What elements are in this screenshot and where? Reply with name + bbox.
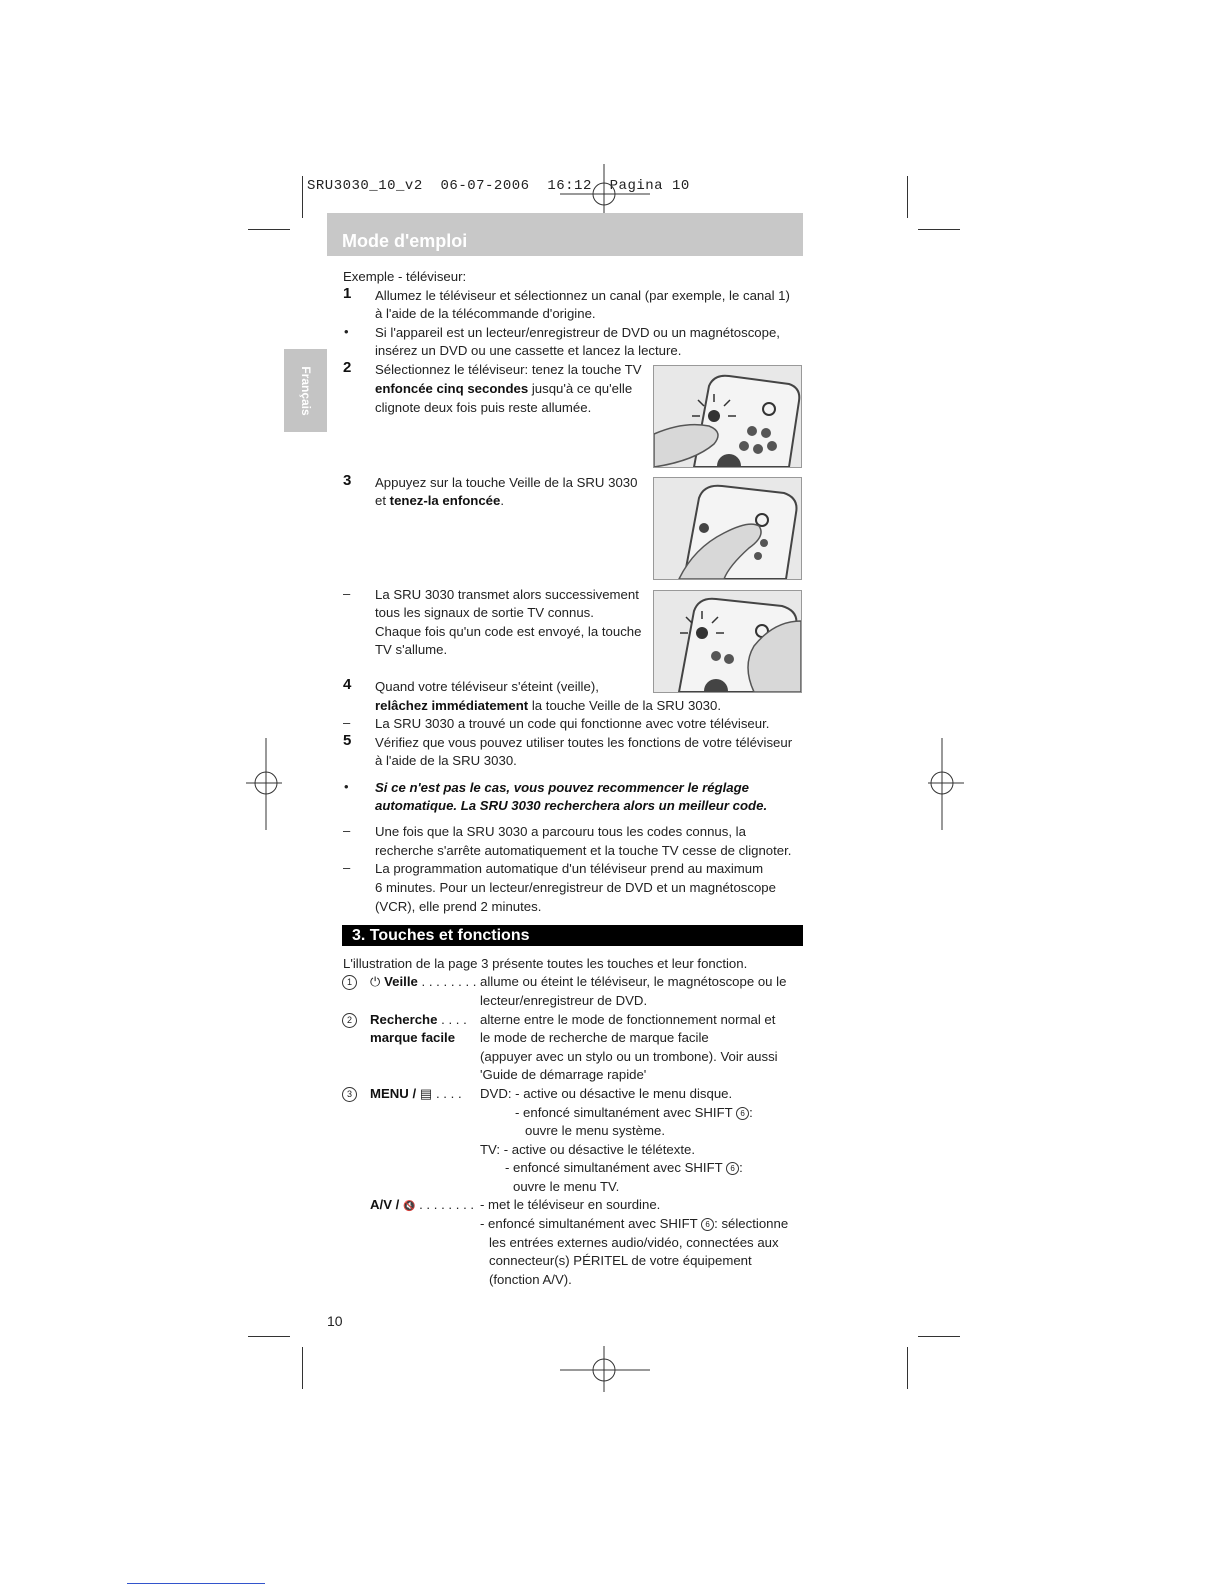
bullet-1-line-1: Si l'appareil est un lecteur/enregistreur de DVD ou un magnétoscope, [375, 325, 780, 340]
key-1-desc-1: allume ou éteint le téléviseur, le magnétoscope ou le [480, 974, 787, 989]
bottom-link-underline [127, 1583, 265, 1584]
remote-photo-tv-blinking [653, 590, 802, 693]
remote-photo-standby-button [653, 477, 802, 580]
remote-illustration [654, 591, 801, 692]
dash-3-line-1: Une fois que la SRU 3030 a parcouru tous les codes connus, la [375, 824, 746, 839]
key-2-desc-3: (appuyer avec un stylo ou un trombone). Voir aussi [480, 1049, 778, 1064]
step-4-line-2 [375, 697, 721, 716]
key-2-name [370, 1011, 467, 1030]
step-2-line-3: clignote deux fois puis reste allumée. [375, 400, 592, 415]
key-label: Recherche [370, 1012, 438, 1027]
remote-illustration [654, 366, 801, 467]
section-title-bar [342, 925, 803, 946]
dash-2-line-1: La SRU 3030 a trouvé un code qui fonctionne avec votre téléviseur. [375, 716, 770, 731]
key-1-name [370, 973, 476, 992]
key-3-desc-4: TV: - active ou désactive le télétexte. [480, 1142, 696, 1157]
leader-dots: . . . . . . . . [415, 1197, 475, 1212]
bullet-1-line-2: insérez un DVD ou une cassette et lancez la lecture. [375, 343, 682, 358]
dash-4-line-1: La programmation automatique d'un téléviseur prend au maximum [375, 861, 764, 876]
registration-mark-left [246, 738, 282, 830]
remote-illustration [654, 478, 801, 579]
key-4-desc-5: (fonction A/V). [489, 1272, 572, 1287]
dash-1-line-1: La SRU 3030 transmet alors successivement [375, 587, 639, 602]
text: : [739, 1160, 743, 1175]
text: - enfoncé simultanément avec SHIFT [480, 1216, 698, 1231]
dash-3-line-2: recherche s'arrête automatiquement et la touche TV cesse de clignoter. [375, 843, 792, 858]
step-number: 3 [343, 472, 352, 489]
text: la touche Veille de la SRU 3030. [528, 698, 721, 713]
key-4-desc-4: connecteur(s) PÉRITEL de votre équipement [489, 1253, 752, 1268]
callout-number: 6 [726, 1162, 739, 1175]
step-3-line-1: Appuyez sur la touche Veille de la SRU 3030 [375, 475, 638, 490]
dash-1-line-2: tous les signaux de sortie TV connus. [375, 605, 594, 620]
key-2-desc-1: alterne entre le mode de fonctionnement normal et [480, 1012, 776, 1027]
registration-mark-right [924, 738, 964, 830]
callout-number: 1 [342, 975, 357, 990]
step-2-line-2 [375, 380, 632, 399]
key-2-name-2: marque facile [370, 1030, 456, 1045]
step-number: 2 [343, 359, 352, 376]
key-3-desc-6: ouvre le menu TV. [513, 1179, 620, 1194]
callout-number: 6 [736, 1107, 749, 1120]
key-3-desc-3: ouvre le menu système. [525, 1123, 665, 1138]
section-title: 3. Touches et fonctions [352, 927, 530, 944]
emphasis: tenez-la enfoncée [389, 493, 501, 508]
text: . [500, 493, 505, 508]
dash: – [343, 715, 351, 730]
emphasis: relâchez immédiatement [375, 698, 529, 713]
emphasis: enfoncée cinq secondes [375, 381, 529, 396]
text: - enfoncé simultanément avec SHIFT [515, 1105, 733, 1120]
header-title: Mode d'emploi [342, 231, 468, 251]
text: : [749, 1105, 753, 1120]
intro-text: Exemple - téléviseur: [343, 269, 467, 284]
language-tab [284, 349, 327, 432]
key-4-desc-3: les entrées externes audio/vidéo, connectées aux [489, 1235, 779, 1250]
dash: – [343, 823, 351, 838]
step-number: 5 [343, 732, 352, 749]
key-2-desc-2: le mode de recherche de marque facile [480, 1030, 709, 1045]
key-3-desc-1: DVD: - active ou désactive le menu disque. [480, 1086, 733, 1101]
step-5-line-2: à l'aide de la SRU 3030. [375, 753, 517, 768]
bullet-2-line-1: Si ce n'est pas le cas, vous pouvez recommencer le réglage [375, 780, 750, 795]
dash-4-line-2: 6 minutes. Pour un lecteur/enregistreur de DVD et un magnétoscope [375, 880, 776, 895]
step-1-line-1: Allumez le téléviseur et sélectionnez un canal (par exemple, le canal 1) [375, 288, 790, 303]
key-2-desc-4: 'Guide de démarrage rapide' [480, 1067, 647, 1082]
language-tab-label: Français [298, 365, 313, 416]
key-label: Veille [384, 974, 418, 989]
page-number: 10 [327, 1313, 343, 1329]
dash-1-line-3: Chaque fois qu'un code est envoyé, la touche [375, 624, 642, 639]
callout-number: 3 [342, 1087, 357, 1102]
section-intro: L'illustration de la page 3 présente toutes les touches et leur fonction. [343, 956, 748, 971]
key-4-desc-2 [480, 1215, 788, 1234]
key-1-desc-2: lecteur/enregistreur de DVD. [480, 993, 648, 1008]
text: : sélectionne [714, 1216, 789, 1231]
mute-icon: 🔇 [402, 1201, 416, 1212]
text: - enfoncé simultanément avec SHIFT [505, 1160, 723, 1175]
registration-mark-top [560, 164, 650, 216]
dash-4-line-3: (VCR), elle prend 2 minutes. [375, 899, 542, 914]
key-3-desc-2 [515, 1104, 753, 1123]
remote-photo-tv-button [653, 365, 802, 468]
step-2-line-1: Sélectionnez le téléviseur: tenez la touche TV [375, 362, 642, 377]
text: et [375, 493, 390, 508]
key-label: MENU / [370, 1086, 420, 1101]
key-3-desc-5 [505, 1159, 743, 1178]
step-3-line-2 [375, 492, 504, 511]
step-5-line-1: Vérifiez que vous pouvez utiliser toutes les fonctions de votre téléviseur [375, 735, 793, 750]
section-header [327, 213, 803, 256]
dash-1-line-4: TV s'allume. [375, 642, 448, 657]
bullet: • [344, 779, 349, 794]
dash: – [343, 860, 351, 875]
key-3-name [370, 1085, 462, 1104]
power-icon: ⏻ [370, 974, 381, 989]
step-1-line-2: à l'aide de la télécommande d'origine. [375, 306, 596, 321]
step-number: 4 [343, 676, 352, 693]
step-number: 1 [343, 285, 352, 302]
key-label: A/V / [370, 1197, 403, 1212]
leader-dots: . . . . [437, 1012, 467, 1027]
step-4-line-1: Quand votre téléviseur s'éteint (veille), [375, 679, 599, 694]
menu-icon: ▤ [419, 1086, 433, 1101]
print-slug: SRU3030_10_v2 06-07-2006 16:12 Pagina 10 [307, 178, 690, 194]
leader-dots: . . . . . . . . [417, 974, 477, 989]
key-4-name [370, 1196, 474, 1217]
callout-number: 2 [342, 1013, 357, 1028]
key-4-desc-1: - met le téléviseur en sourdine. [480, 1197, 661, 1212]
text: jusqu'à ce qu'elle [528, 381, 633, 396]
bullet: • [344, 324, 349, 339]
leader-dots: . . . . [432, 1086, 462, 1101]
registration-mark-bottom [560, 1346, 650, 1392]
bullet-2-line-2: automatique. La SRU 3030 recherchera alors un meilleur code. [375, 798, 768, 813]
dash: – [343, 586, 351, 601]
callout-number: 6 [701, 1218, 714, 1231]
